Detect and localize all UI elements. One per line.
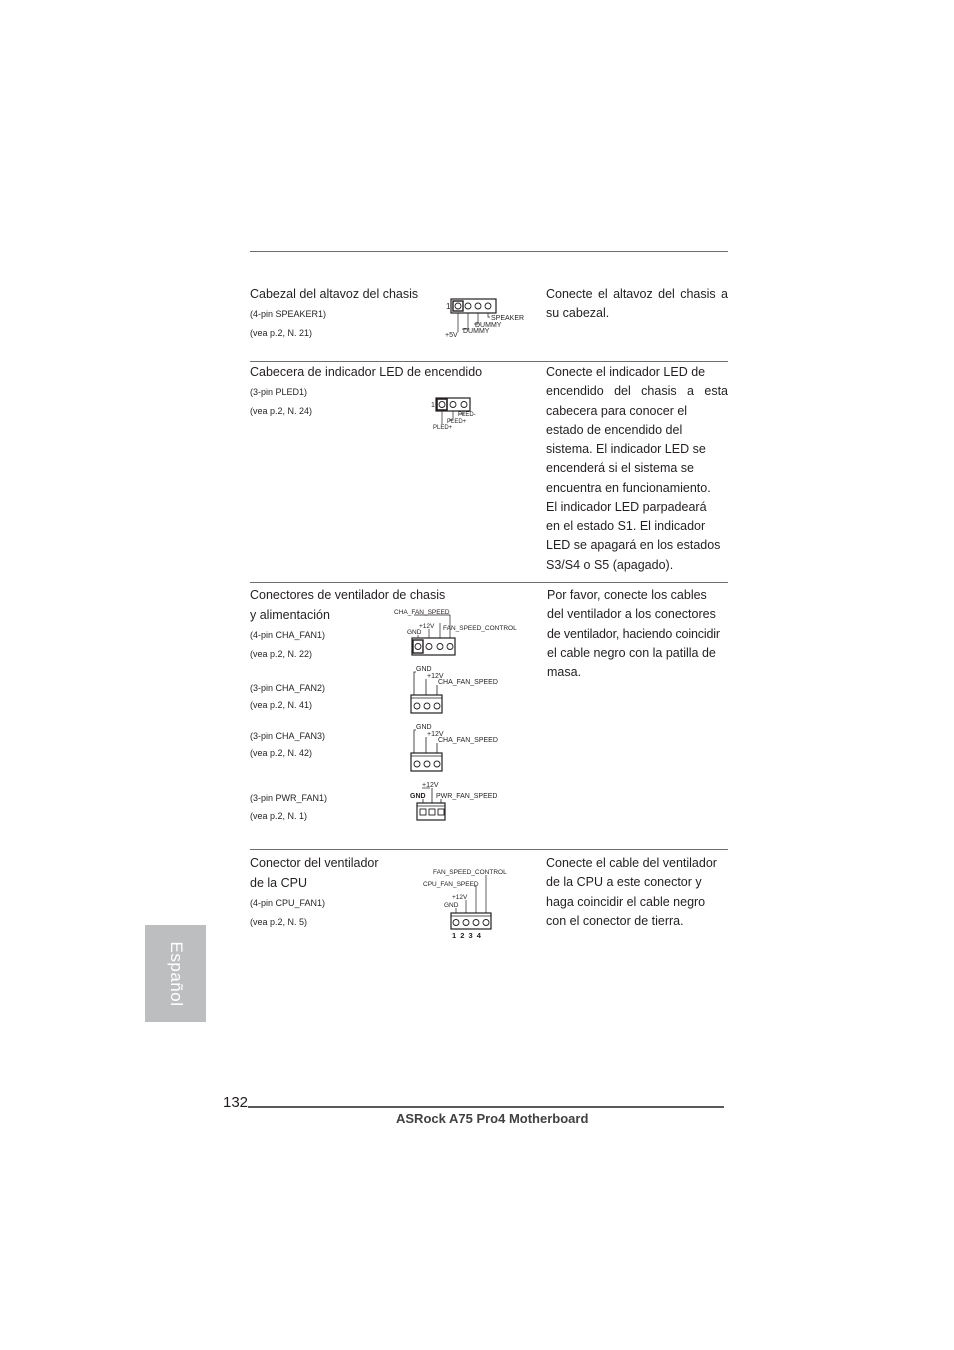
pled-description (546, 363, 728, 575)
pwr-fan1-pin-label: (3-pin PWR_FAN1) (250, 793, 328, 803)
pled-plus-text: PLED+ (447, 419, 467, 425)
pin (434, 703, 440, 709)
pin (424, 761, 430, 767)
speaker-header-diagram (440, 296, 540, 340)
cpu-fan-pin-label: (4-pin CPU_FAN1) (250, 898, 326, 908)
pin (438, 809, 444, 815)
description-line: El indicador LED parpadeará (546, 499, 707, 514)
pled-plus-text: PLED+ (433, 425, 453, 431)
speaker-pin-text: SPEAKER (491, 315, 525, 322)
pled-header-diagram (428, 396, 488, 434)
gnd-text: GND (416, 666, 432, 673)
speaker-description: Conecte el altavoz del chasis a su cabezal. (546, 287, 728, 321)
pwr-fan1-diagram (406, 778, 506, 824)
language-side-tab (145, 925, 206, 1022)
section-divider (250, 849, 728, 850)
cha-fan1-pin-label: (4-pin CHA_FAN1) (250, 630, 326, 640)
pin (461, 402, 467, 408)
plus12v-text: +12V (422, 782, 439, 789)
description-line: Conecte el indicador LED de (546, 365, 706, 379)
plus12v-text: +12V (427, 731, 444, 738)
cha-fan3-diagram (408, 720, 508, 776)
cha-fan2-pin-label: (3-pin CHA_FAN2) (250, 683, 326, 693)
cpu-fan-title-line2: de la CPU (250, 876, 307, 890)
pin (453, 920, 459, 926)
plus12v-text: +12V (419, 623, 435, 630)
pin (447, 644, 453, 650)
gnd-text: GND (444, 902, 459, 909)
cpu-fan-title: Conector del ventilador (250, 856, 379, 870)
speaker-ref-label: (vea p.2, N. 21) (250, 328, 313, 338)
description-line: sistema. El indicador LED se (546, 442, 706, 456)
fans-title-line2: y alimentación (250, 608, 330, 622)
description-line: en el estado S1. El indicador (546, 519, 706, 533)
description-line: de la CPU a este conector y (546, 875, 702, 890)
pin (414, 703, 420, 709)
speaker-pin-label: (4-pin SPEAKER1) (250, 309, 327, 319)
cpu-fan-diagram (420, 865, 520, 943)
footer-rule (248, 1106, 724, 1108)
cha-fan2-ref-label: (vea p.2, N. 41) (250, 700, 313, 710)
pin (475, 303, 481, 309)
description-line: masa. (547, 665, 582, 679)
description-line: encuentra en funcionamiento. (546, 480, 711, 495)
description-line: cabecera para conocer el (546, 403, 688, 418)
gnd-text: GND (416, 724, 432, 731)
diagram-pin1-label: 1 (446, 302, 451, 311)
wire (414, 672, 416, 695)
pin (429, 809, 435, 815)
pled-minus-text: PLED- (458, 412, 476, 418)
pin (485, 303, 491, 309)
pin (434, 761, 440, 767)
pled-title: Cabecera de indicador LED de encendido (250, 365, 483, 379)
pin (455, 303, 461, 309)
pin (450, 402, 456, 408)
dummy-pin-text: DUMMY (475, 322, 502, 329)
dummy-pin-text: DUMMY (463, 328, 490, 335)
gnd-text: GND (407, 629, 422, 636)
pled-pin-label: (3-pin PLED1) (250, 387, 308, 397)
cha-fan3-pin-label: (3-pin CHA_FAN3) (250, 731, 326, 741)
section-divider (250, 582, 728, 583)
top-divider (250, 251, 728, 252)
cha-fan-speed-text: CHA_FAN_SPEED (394, 609, 450, 616)
description-line: con el conector de tierra. (546, 913, 684, 928)
pin (426, 644, 432, 650)
description-line: del ventilador a los conectores (547, 607, 716, 622)
cpu-fan-speed-text: CPU_FAN_SPEED (423, 881, 479, 888)
pin (463, 920, 469, 926)
pin (424, 703, 430, 709)
header-outline (436, 398, 470, 411)
footer-product-name: ASRock A75 Pro4 Motherboard (396, 1111, 589, 1126)
fan-speed-control-text: FAN_SPEED_CONTROL (433, 869, 507, 876)
description-line: Conecte el cable del ventilador (546, 856, 717, 870)
header-outline (417, 803, 445, 820)
page-number: 132 (223, 1094, 249, 1111)
plus12v-text: +12V (452, 894, 468, 901)
description-line: haga coincidir el cable negro (546, 894, 706, 909)
fans-title: Conectores de ventilador de chasis (250, 588, 446, 602)
cha-fan1-ref-label: (vea p.2, N. 22) (250, 649, 313, 659)
description-line: encenderá si el sistema se (546, 461, 694, 476)
pin (473, 920, 479, 926)
cha-fan2-diagram (408, 662, 508, 718)
cha-fan-speed-text: CHA_FAN_SPEED (438, 679, 498, 686)
pin (415, 644, 421, 650)
cpu-fan-description (546, 854, 730, 931)
plus5v-pin-text: +5V (445, 332, 458, 339)
cpu-fan-ref-label: (vea p.2, N. 5) (250, 917, 308, 927)
description-line: encendido del chasis a esta (546, 384, 728, 399)
pwr-fan-speed-text: PWR_FAN_SPEED (436, 793, 498, 800)
pled-ref-label: (vea p.2, N. 24) (250, 406, 313, 416)
pwr-fan1-ref-label: (vea p.2, N. 1) (250, 811, 308, 821)
description-line: Por favor, conecte los cables (547, 588, 707, 602)
cha-fan-speed-text: CHA_FAN_SPEED (438, 737, 498, 744)
gnd-text: GND (410, 793, 426, 800)
cha-fan3-ref-label: (vea p.2, N. 42) (250, 748, 313, 758)
wire (414, 730, 416, 753)
pin-numbers-text: 1 2 3 4 (452, 931, 481, 940)
description-line: S3/S4 o S5 (apagado). (546, 557, 674, 572)
wire (462, 313, 468, 329)
language-tab-label: Español (166, 941, 186, 1006)
section-divider (250, 361, 728, 362)
fan-speed-control-text: FAN_SPEED_CONTROL (443, 625, 517, 632)
description-line: el cable negro con la patilla de (547, 645, 716, 660)
pin (439, 402, 445, 408)
pin (465, 303, 471, 309)
header-outline (451, 913, 491, 929)
wire (474, 886, 476, 913)
wire (488, 313, 490, 317)
pin (420, 809, 426, 815)
pin (414, 761, 420, 767)
pin1-marker (413, 640, 423, 653)
pin1-marker (437, 399, 447, 410)
pin (483, 920, 489, 926)
pin1-marker (453, 301, 463, 311)
pin (437, 644, 443, 650)
description-line: LED se apagará en los estados (546, 538, 721, 553)
speaker-title: Cabezal del altavoz del chasis (250, 287, 419, 301)
description-line: estado de encendido del (546, 422, 683, 437)
plus12v-text: +12V (427, 673, 444, 680)
cha-fan1-diagram (392, 605, 532, 659)
diagram-pin1-label: 1 (431, 402, 435, 409)
description-line: de ventilador, haciendo coincidir (547, 626, 720, 641)
fans-description (547, 586, 731, 682)
